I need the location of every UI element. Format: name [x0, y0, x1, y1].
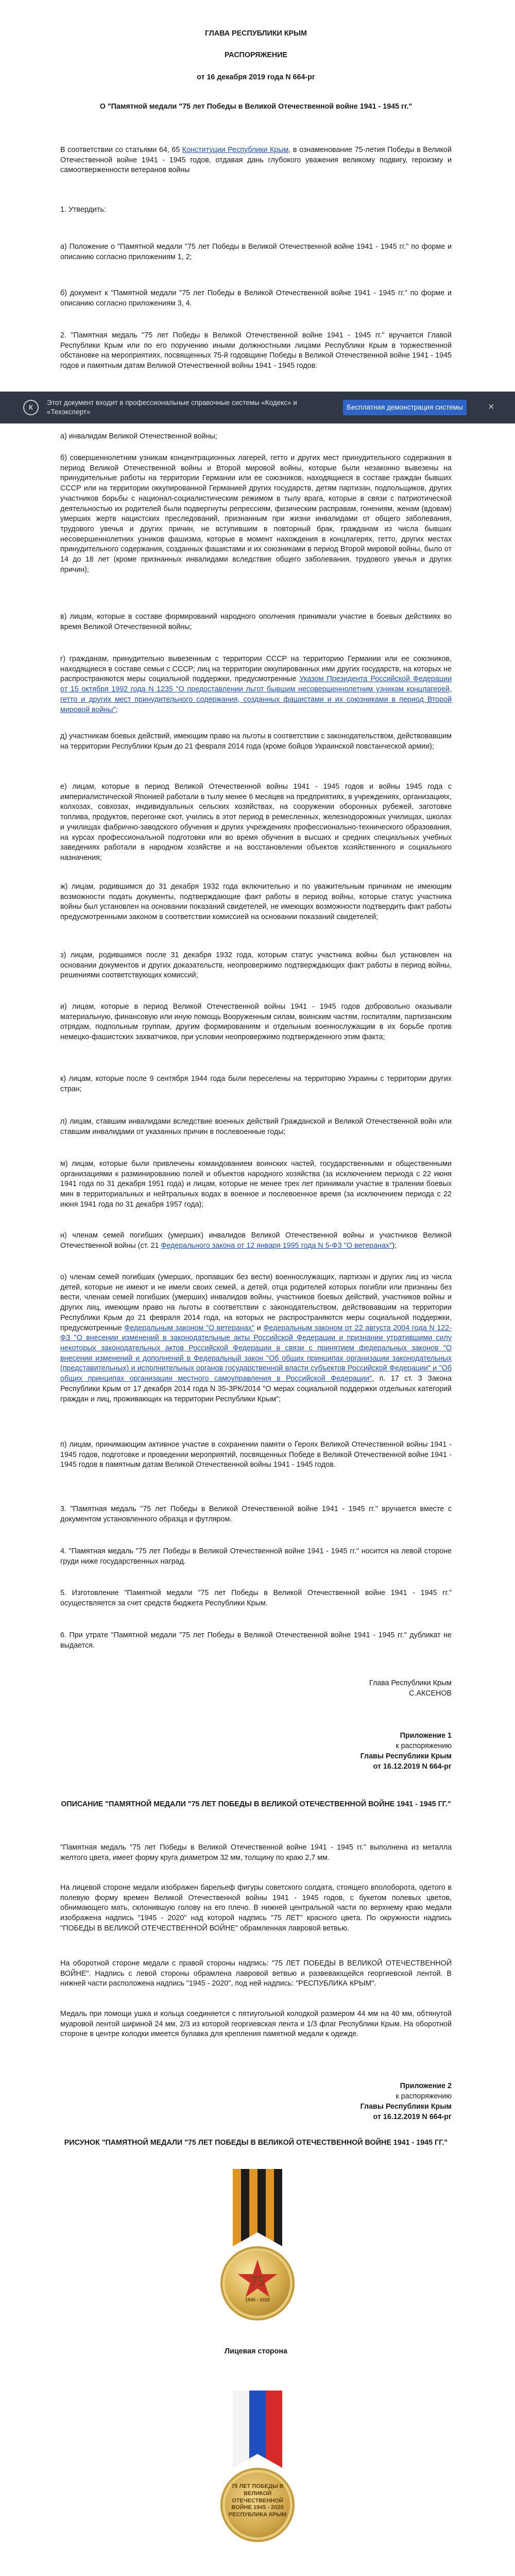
- medal-back-text: 75 ЛЕТ ПОБЕДЫ В ВЕЛИКОЙ ОТЕЧЕСТВЕННОЙ ВОЙНЕ 1945 - 2020 РЕСПУБЛИКА КРЫМ: [228, 2483, 287, 2518]
- signature-name: С.АКСЕНОВ: [409, 1689, 452, 1698]
- promo-banner: [0, 392, 515, 423]
- medal-back-image: [206, 2391, 309, 2561]
- law-veterans-link[interactable]: Федеральным законом "О ветеранах": [124, 1324, 255, 1332]
- doc-date-number: от 16 декабря 2019 года N 664-рг: [197, 73, 315, 81]
- item-3: 3. "Памятная медаль "75 лет Победы в Великой Отечественной войне 1941 - 1945 гг." вручается вместе с документом установленного образца и футляром.: [60, 1505, 452, 1523]
- front-side-label: Лицевая сторона: [225, 2347, 287, 2355]
- medal-front-image: [206, 2169, 309, 2339]
- medal-front-years: 1945 - 2020: [245, 2297, 270, 2302]
- st-george-ribbon: [233, 2169, 282, 2246]
- doc-subject: О "Памятной медали "75 лет Победы в Великой Отечественной войне 1941 - 1945 гг.": [99, 103, 413, 111]
- app1-label: Приложение 1: [400, 1732, 452, 1740]
- app2-to: к распоряжению: [396, 2092, 452, 2100]
- app1-to: к распоряжению: [396, 1742, 452, 1750]
- close-icon[interactable]: ×: [488, 401, 494, 413]
- signature-title: Глава Республики Крым: [369, 1679, 452, 1687]
- item-2k: к) лицам, которые после 9 сентября 1944 года были переселены на территорию Украины с территории других стран;: [60, 1075, 452, 1093]
- item-2n: н) членам семей погибших (умерших) инвалидов Великой Отечественной войны и участников Великой Отечественной войны (ст. 21 Федерального закона от 12 января 1995 года N 5-ФЗ "О ветеранах");: [60, 1231, 452, 1250]
- item-2g: ж) лицам, родившимся до 31 декабря 1932 года включительно и по уважительным причинам не имеющим возможности подать документы, подтверждающие факт работы в период войны, которые статус участника войны был установлен на основании показаний свидетелей, не имеющих возможности подтвердить факт работы предусмотренными законом в соответствии комиссией на основании показаний свидетелей;: [60, 883, 452, 922]
- app1-date: от 16.12.2019 N 664-рг: [373, 1762, 452, 1771]
- app2-head: Главы Республики Крым: [360, 2103, 452, 2111]
- item-2i: и) лицам, которые в период Великой Отечественной войны 1941 - 1945 годов добровольно оказывали материальную, финансовую или иную помощь Вооруженным силам, воинским частям, госпиталям, партизанским отрядам, подпольным группам, другим формированиям и отдельным военнослужащим в их борьбе против немецко-фашистских захватчиков, при условии неопровержимо подтвержденного этим факта;: [60, 1003, 452, 1042]
- item-2: 2. "Памятная медаль "75 лет Победы в Великой Отечественной войне 1941 - 1945 гг." вручается Главой Республики Крым или по его поручению иными должностными лицами Республики Крым в торжественной обстановке на мероприятиях, посвященных 75-й годовщине Победы в Великой Отечественной войне 1941 - 1945 годов и памятным датам Великой Отечественной войны 1941 - 1945 годов:: [60, 331, 452, 370]
- item-1: 1. Утвердить:: [60, 206, 106, 214]
- item-1b: б) документ к "Памятной медали "75 лет Победы в Великой Отечественной войне 1941 - 1945 гг." по форме и описанию согласно приложениям 3, 4.: [60, 289, 452, 308]
- decree-1235-link[interactable]: Указом Президента Российской Федерации от 15 октября 1992 года N 1235 "О предоставлении льгот бывшим несовершеннолетним узникам концлагерей, гетто и других мест принудительного содержания, созданных фашистами и их союзниками в период Второй мировой войны": [60, 675, 452, 714]
- item-2d: г) гражданам, принудительно вывезенным с территории СССР на территорию Германии или ее союзников, находящиеся в составе семьи с СССР; лиц на территории оккупированных ими других государств, на которых не распространяются меры социальной поддержки, предусмотренные Указом Президента Российской Федерации от 15 октября 1992 года N 1235 "О предоставлении льгот бывшим несовершеннолетним узникам концлагерей, гетто и других мест принудительного содержания, созданных фашистами и их союзниками в период Второй мировой войны";: [60, 655, 452, 714]
- intro-paragraph: В соответствии со статьями 64, 65 Конституции Республики Крым, в ознаменование 75-летия Победы в Великой Отечественной войне 1941 - 1945 годов, отдавая дань глубокого уважения великому подвигу, героизму и самоотверженности ветеранов войны: [60, 146, 452, 175]
- app1-title: ОПИСАНИЕ "ПАМЯТНОЙ МЕДАЛИ "75 ЛЕТ ПОБЕДЫ В ВЕЛИКОЙ ОТЕЧЕСТВЕННОЙ ВОЙНЕ 1941 - 1945 ГГ.": [61, 1800, 451, 1808]
- item-2b: б) совершеннолетним узникам концентрационных лагерей, гетто и других мест принудительного содержания в период Великой Отечественной войны и Второй мировой войны, которые были незаконно вывезены на принудительные работы на территории Германии или ее союзников, находящиеся в составе граждан бывших СССР или на территории оккупированной Германией других государств, детям партизан, подпольщиков, других участников борьбы с национал-социалистическим режимом в тылу врага, которые в связи с патриотической деятельностью их родителей были подвергнуты репрессиям, физическим расправам, гонениям, женам (вдовам) умерших жертв нацистских преследований, признанным при жизни инвалидами от общего заболевания, трудового увечья и других причин, не вступившим в повторный брак, гражданам из числа бывших несовершеннолетних узников фашизма, которые в момент нахождения в концлагерях, гетто, других местах принудительного содержания, созданных фашистами и их союзниками в период Второй мировой войны, было от 14 до 18 лет (кроме признанных инвалидами вследствие общего заболевания, трудового увечья и других причин);: [60, 454, 452, 574]
- medal-back: [220, 2468, 295, 2542]
- crimea-flag-ribbon: [233, 2391, 282, 2468]
- app2-date: от 16.12.2019 N 664-рг: [373, 2113, 452, 2121]
- item-2o: о) членам семей погибших (умерших, пропавших без вести) военнослужащих, партизан и других лиц из числа детей, которые не имеют и не имели своих семей, а детей, отца родителей которых погибли или признаны без вести, членам семей погибших (умерших) инвалидов войны, участников боевых действий, участников войны и других лиц, имеющим право на льготы в соответствии с законодательством, действовавшим на территории Республики Крым до 21 февраля 2014 года, на которых не распространяются меры социальной поддержки, предусмотренные Федеральным законом "О ветеранах" и Федеральным законом от 22 августа 2004 года N 122-ФЗ "О внесении изменений в законодательные акты Российской Федерации и признании утратившими силу некоторых законодательных актов Российской Федерации в связи с принятием федеральных законов "О внесении изменений и дополнений в Федеральный закон "Об общих принципах организации законодательных (представительных) и исполнительных органов государственной власти субъектов Российской Федерации" и "Об общих принципах организации местного самоуправления в Российской Федерации", п. 17 ст. 3 Закона Республики Крым от 17 декабря 2014 года N 35-ЗРК/2014 "О мерах социальной поддержки отдельных категорий граждан и лиц, проживающих на территории Республики Крым";: [60, 1273, 452, 1403]
- item-2c: в) лицам, которые в составе формирований народного ополчения принимали участие в боевых действиях во время Великой Отечественной войны;: [60, 613, 452, 631]
- app1-para-4: Медаль при помощи ушка и кольца соединяется с пятиугольной колодкой размером 44 мм на 40 мм, обтянутой муаровой лентой шириной 24 мм, 2/3 из которой георгиевская лента и 1/3 флаг Республики Крым. На оборотной стороне в центре колодки имеется булавка для крепления памятной медали к одежде.: [60, 2010, 452, 2039]
- item-4: 4. "Памятная медаль "75 лет Победы в Великой Отечественной войне 1941 - 1945 гг." носится на левой стороне груди ниже государственных наград.: [60, 1547, 452, 1566]
- app1-para-3: На оборотной стороне медали с правой стороны надпись: "75 ЛЕТ ПОБЕДЫ В ВЕЛИКОЙ ОТЕЧЕСТВЕННОЙ ВОЙНЕ". Надпись с левой стороны обрамлена лавровой ветвью и развевающейся георгиевской лентой. В нижней части расположена надпись "1945 - 2020", под ней надпись: "РЕСПУБЛИКА КРЫМ".: [60, 1959, 452, 1988]
- constitution-link[interactable]: Конституции Республики Крым: [182, 146, 289, 154]
- item-2a: а) инвалидам Великой Отечественной войны;: [60, 432, 217, 440]
- item-2h: з) лицам, родившимся после 31 декабря 1932 года, которым статус участника войны был установлен на основании документов и других доказательств, неопровержимо подтверждающих факт работы в период войны, решениями соответствующих комиссий;: [60, 951, 452, 980]
- item-1a: а) Положение о "Памятной медали "75 лет Победы в Великой Отечественной войне 1941 - 1945 гг." по форме и описанию согласно приложениям 1, 2;: [60, 243, 452, 261]
- law-122fz-link[interactable]: Федеральным законом от 22 августа 2004 года N 122-ФЗ "О внесении изменений в законодательные акты Российской Федерации и признании утратившими силу некоторых законодательных актов Российской Федерации в связи с принятием федеральных законов "О внесении изменений и дополнений в Федеральный закон "Об общих принципах организации законодательных (представительных) и исполнительных органов государственной власти субъектов Российской Федерации" и "Об общих принципах организации местного самоуправления в Российской Федерации": [60, 1324, 452, 1383]
- item-6: 6. При утрате "Памятной медали "75 лет Победы в Великой Отечественной войне 1941 - 1945 гг." дубликат не выдается.: [60, 1631, 452, 1650]
- app2-title: РИСУНОК "ПАМЯТНОЙ МЕДАЛИ "75 ЛЕТ ПОБЕДЫ В ВЕЛИКОЙ ОТЕЧЕСТВЕННОЙ ВОЙНЕ 1941 - 1945 ГГ.": [64, 2139, 448, 2147]
- app2-label: Приложение 2: [400, 2082, 452, 2090]
- banner-text: Этот документ входит в профессиональные справочные системы «Кодекс» и «Техэксперт»: [47, 399, 297, 416]
- item-2e: д) участникам боевых действий, имеющим право на льготы в соответствии с законодательством, действовавшим на территории Республики Крым до 21 февраля 2014 года (кроме бойцов Украинской повстанческой армии);: [60, 732, 452, 751]
- doc-type: РАСПОРЯЖЕНИЕ: [224, 51, 288, 59]
- item-2l: л) лицам, ставшим инвалидами вследствие военных действий Гражданской и Великой Отечественной войн или ставшим инвалидами от указанных причин в послевоенные годы;: [60, 1117, 452, 1136]
- app1-para-1: "Памятная медаль "75 лет Победы в Великой Отечественной войне 1941 - 1945 гг." выполнена из металла желтого цвета, имеет форму круга диаметром 32 мм, толщину по краю 2,7 мм.: [60, 1843, 452, 1862]
- item-5: 5. Изготовление "Памятной медали "75 лет Победы в Великой Отечественной войне 1941 - 1945 гг." осуществляется за счет средств бюджета Республики Крым.: [60, 1589, 452, 1607]
- law-5fz-link[interactable]: Федерального закона от 12 января 1995 года N 5-ФЗ "О ветеранах": [161, 1241, 392, 1250]
- free-demo-button[interactable]: Бесплатная демонстрация системы: [343, 400, 467, 415]
- app1-head: Главы Республики Крым: [360, 1752, 452, 1760]
- medal-front-number: 75: [251, 2274, 264, 2289]
- item-2m: м) лицам, которые были привлечены командованием воинских частей, государственными и общественными организациями к разминированию полей и объектов народного хозяйства (за исключением периода с 22 июня 1941 года по 31 декабря 1951 года) и лицам, которые не менее трех лет принимали участие в тралении боевых мин в территориальных и нейтральных водах в военное и послевоенное время (за исключением периода с 22 июня 1941 года по 31 декабря 1957 года);: [60, 1160, 452, 1209]
- doc-authority: ГЛАВА РЕСПУБЛИКИ КРЫМ: [205, 29, 307, 38]
- medal-front: [220, 2246, 295, 2320]
- app1-para-2: На лицевой стороне медали изображен барельеф фигуры советского солдата, стоящего вполоборота, одетого в полевую форму времен Великой Отечественной войны 1941 - 1945 годов, с букетом полевых цветов, обнимающего мать, склонившую голову на его плечо. В нижней центральной части по верхнему краю медали изображена надпись "1945 - 2020" над которой надпись "75 ЛЕТ" красного цвета. По окружности надпись "ПОБЕДЫ В ВЕЛИКОЙ ОТЕЧЕСТВЕННОЙ ВОЙНЕ" обрамленная лавровой ветвью.: [60, 1884, 452, 1933]
- item-2f: е) лицам, которые в период Великой Отечественной войны 1941 - 1945 годов и войны 1945 года с империалистической Японией работали в тылу менее 6 месяцев на предприятиях, в учреждениях, организациях, колхозах, совхозах, индивидуальных сельских хозяйствах, на сооружении оборонных рубежей, заготовке топлива, продуктов, перегонке скот, учились в этот период в ремесленных, железнодорожных училищах, школах и училищах фабрично-заводского обучения и других учреждениях профессионально-технического образования, на курсах профессиональной подготовки или во время обучения в высших и средних специальных учебных заведениях работали в народном хозяйстве и на восстановлении объектов хозяйственного и социального назначения;: [60, 783, 452, 862]
- item-2p: п) лицам, принимающим активное участие в сохранении памяти о Героях Великой Отечественной войны 1941 - 1945 годов, подготовке и проведении мероприятий, посвященных Победе в Великой Отечественной войне 1941 - 1945 годов в памятным датам Великой Отечественной войны 1941 - 1945 годов.: [60, 1440, 452, 1469]
- kodeks-logo-icon: К: [23, 400, 39, 415]
